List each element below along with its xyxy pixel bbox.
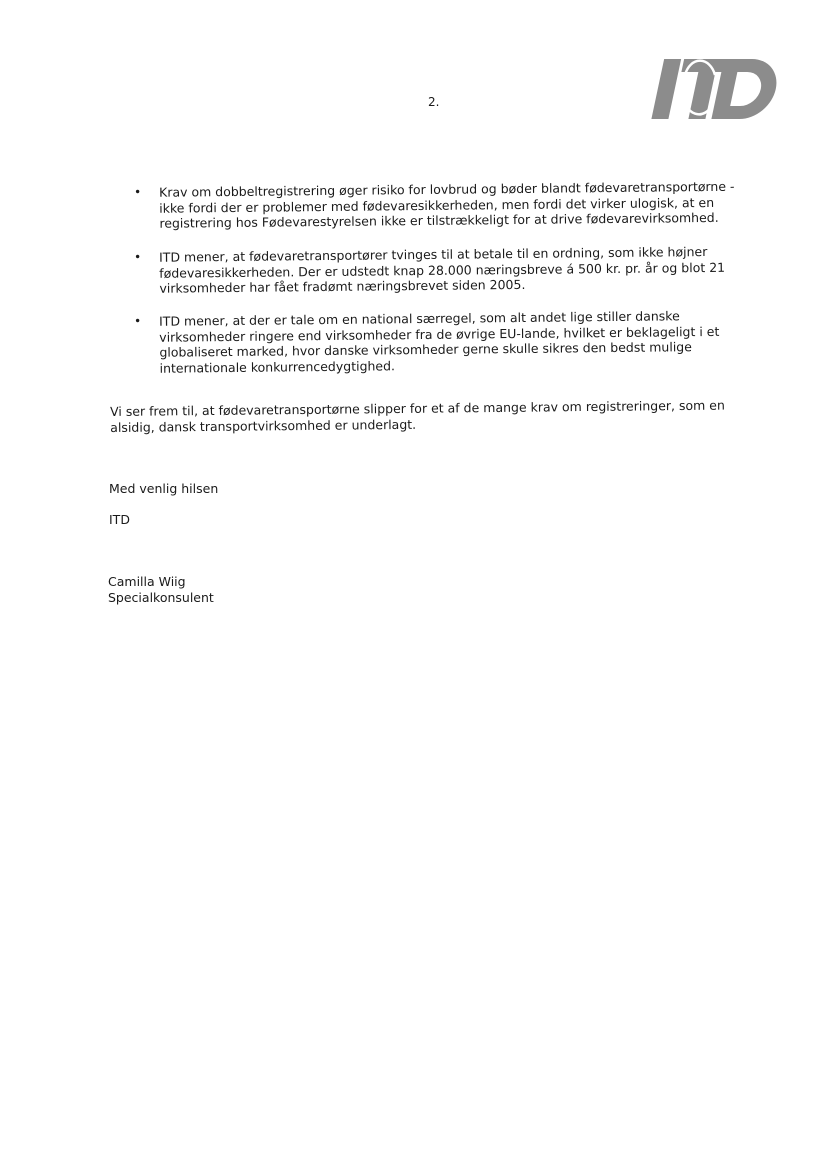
bullet-text: ITD mener, at der er tale om en national særregel, som alt andet lige stiller danske virksomheder ringere end virksomheder fra de øvrige EU-lande, hvilket er beklageligt i et globaliseret marked, hvor danske virksomheder gerne skulle sikres den bedst mulige internationale konkurrencedygtighed. bbox=[158, 308, 720, 376]
bullet-dot: • bbox=[134, 249, 142, 264]
bullet-item bbox=[134, 308, 745, 376]
signer-name: Camilla Wiig bbox=[108, 574, 186, 589]
bullet-item bbox=[134, 243, 744, 296]
bullet-list bbox=[134, 178, 744, 394]
closing-paragraph: Vi ser frem til, at fødevaretransportørne slipper for et af de mange krav om registreringer, som en alsidig, dansk transportvirksomhed er underlagt. bbox=[110, 397, 725, 435]
organization-name: ITD bbox=[109, 512, 130, 527]
bullet-dot: • bbox=[134, 313, 142, 328]
bullet-text: ITD mener, at fødevaretransportører tvinges til at betale til en ordning, som ikke højner fødevaresikkerheden. Der er udstedt knap 28.000 næringsbreve á 500 kr. pr. år og blot 21 virksomheder har fået fradømt næringsbrevet siden 2005. bbox=[158, 243, 726, 296]
page-number: 2. bbox=[428, 95, 440, 109]
signer-title: Specialkonsulent bbox=[108, 590, 214, 605]
bullet-text: Krav om dobbeltregistrering øger risiko for lovbrud og bøder blandt fødevaretransportørne - ikke fordi der er problemer med fødevaresikkerheden, men fordi det virker ulogisk, at en registrering hos Fødevarestyrelsen ikke er tilstrækkeligt for at drive fødevarevirksomhed. bbox=[158, 178, 735, 231]
bullet-dot: • bbox=[134, 184, 142, 199]
itd-logo bbox=[645, 55, 785, 123]
closing-salutation: Med venlig hilsen bbox=[109, 481, 219, 496]
bullet-item bbox=[134, 179, 744, 232]
